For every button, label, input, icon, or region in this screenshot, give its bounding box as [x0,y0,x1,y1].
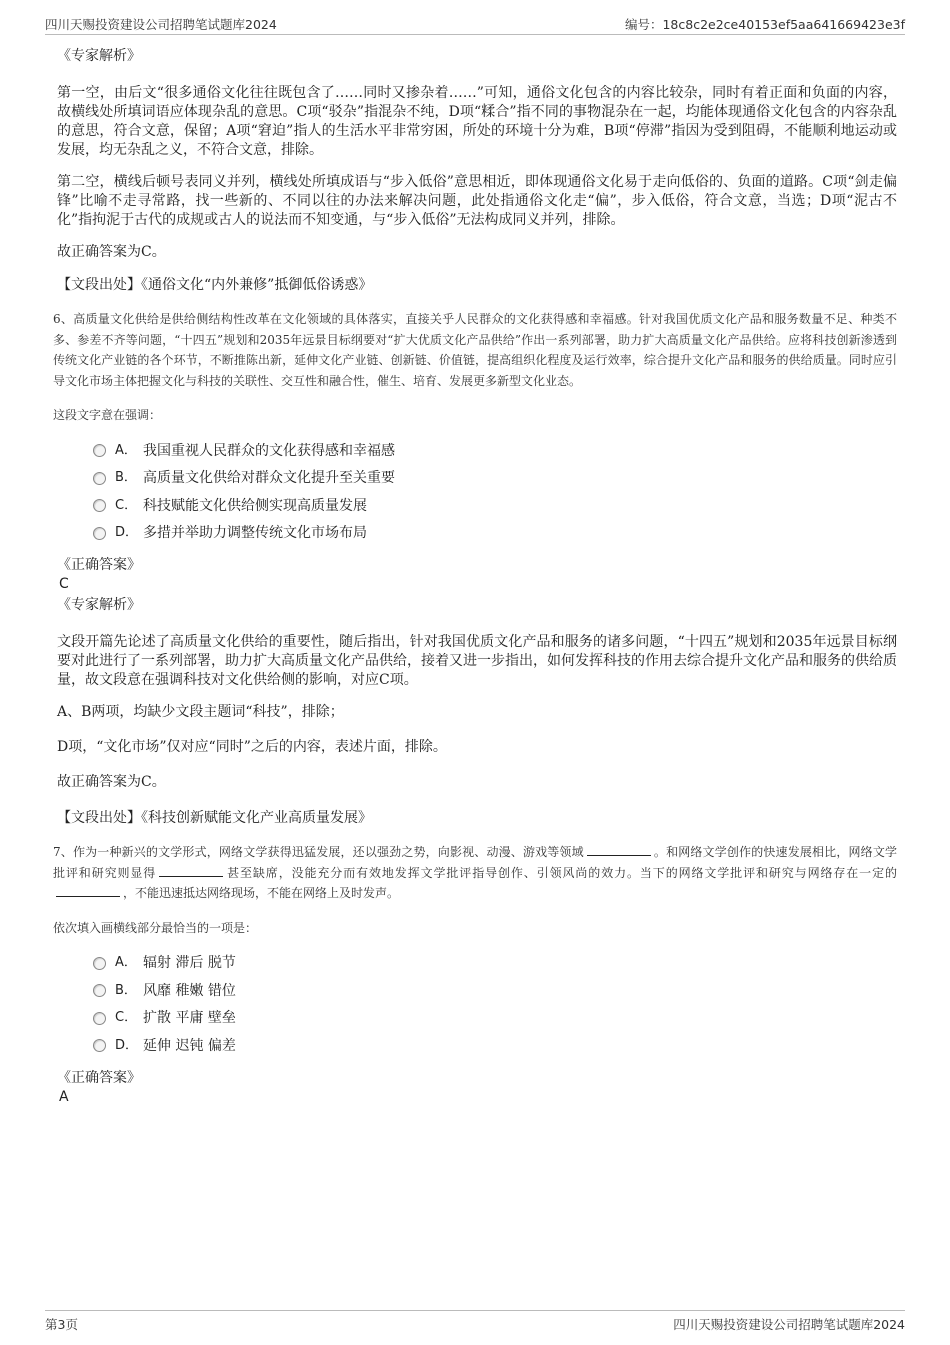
footer-title: 四川天赐投资建设公司招聘笔试题库2024 [673,1317,905,1332]
radio-icon[interactable] [93,1012,106,1025]
q7-option-a[interactable]: A． 辐射 滞后 脱节 [93,950,897,978]
header-title: 四川天赐投资建设公司招聘笔试题库2024 [45,17,277,32]
q7-option-c[interactable]: C． 扩散 平庸 壁垒 [93,1005,897,1033]
q5-analysis-paragraph: 第一空，由后文“很多通俗文化往往既包含了……同时又掺杂着……”可知，通俗文化包含的内容比较杂，同时有着正面和负面的内容，故横线处所填词语应体现杂乱的意思。C项“驳杂”指混杂不纯，D项“糅合”指不同的事物混杂在一起，均能体现通俗文化包含的内容杂乱的意思，符合文意，保留；A项“窘迫”指人的生活水平非常穷困，所处的环境十分为难，B项“停滞”指因为受到阻碍，不能顺利地运动或发展，均无杂乱之义，不符合文意，排除。 [57,85,897,158]
radio-icon[interactable] [93,984,106,997]
page-header [45,12,905,35]
q6-conclusion: 故正确答案为C。 [57,774,166,790]
q7-answer: A [59,1088,69,1105]
q5-conclusion: 故正确答案为C。 [57,244,166,260]
q6-option-d[interactable]: D． 多措并举助力调整传统文化市场布局 [93,520,897,548]
q7-prompt: 依次填入画横线部分最恰当的一项是： [53,920,258,935]
q6-prompt: 这段文字意在强调： [53,408,162,422]
q6-source: 【文段出处】《科技创新赋能文化产业高质量发展》 [57,810,372,826]
q5-source: 【文段出处】《通俗文化“内外兼修”抵御低俗诱惑》 [57,277,373,293]
q6-option-b[interactable]: B． 高质量文化供给对群众文化提升至关重要 [93,465,897,493]
page-footer [45,1310,905,1337]
page-content [53,42,897,1106]
q7-question-text: 7、作为一种新兴的文学形式，网络文学获得迅猛发展，还以强劲之势，向影视、动漫、游戏等领域 。和网络文学创作的快速发展相比，网络文学批评和研究则显得 甚至缺席，没能充分而有效地发挥文学批评指导创作、引领风尚的效力。当下的网络文学批评和研究与网络存在一定的，不能迅速抵达网络现场，不能在网络上及时发声。 [53,845,897,900]
radio-icon[interactable] [93,444,106,457]
q6-analysis-label: 《专家解析》 [57,597,141,613]
answer-blank [587,844,651,856]
q7-option-b[interactable]: B． 风靡 稚嫩 错位 [93,977,897,1005]
document-id: 编号：18c8c2e2ce40153ef5aa641669423e3f [624,17,905,32]
radio-icon[interactable] [93,499,106,512]
q6-analysis-paragraph: 文段开篇先论述了高质量文化供给的重要性，随后指出，针对我国优质文化产品和服务的诸多问题，“十四五”规划和2035年远景目标纲要对此进行了一系列部署，助力扩大高质量文化产品供给，接着又进一步指出，如何发挥科技的作用去综合提升文化产品和服务的供给质量，故文段意在强调科技对文化供给侧的影响，对应C项。 [57,634,897,688]
q6-option-c[interactable]: C． 科技赋能文化供给侧实现高质量发展 [93,492,897,520]
q7-answer-label: 《正确答案》 [57,1069,141,1086]
q7-option-d[interactable]: D． 延伸 迟钝 偏差 [93,1032,897,1060]
radio-icon[interactable] [93,472,106,485]
q6-answer-label: 《正确答案》 [57,557,141,573]
q5-analysis-paragraph: 第二空，横线后顿号表同义并列，横线处所填成语与“步入低俗”意思相近，即体现通俗文化易于走向低俗的、负面的道路。C项“剑走偏锋”比喻不走寻常路，找一些新的、不同以往的办法来解决问题，此处指通俗文化走“偏”，步入低俗，符合文意，当选；D项“泥古不化”指拘泥于古代的成规或古人的说法而不知变通，与“步入低俗”无法构成同义并列，排除。 [57,174,897,228]
answer-blank [159,865,223,877]
q5-analysis-label: 《专家解析》 [57,48,141,64]
q6-option-a[interactable]: A． 我国重视人民群众的文化获得感和幸福感 [93,437,897,465]
q6-question-text: 6、高质量文化供给是供给侧结构性改革在文化领域的具体落实，直接关乎人民群众的文化获得感和幸福感。针对我国优质文化产品和服务数量不足、种类不多、参差不齐等问题，“十四五”规划和2035年远景目标纲要对“扩大优质文化产品供给”作出一系列部署，助力扩大高质量文化产品供给。应将科技创新渗透到传统文化产业链的各个环节，不断推陈出新，延伸文化产业链、创新链、价值链，提高组织化程度及运行效率，综合提升文化产品和服务的供给质量。同时应引导文化市场主体把握文化与科技的关联性、交互性和融合性，催生、培育、发展更多新型文化业态。 [53,312,897,388]
q6-analysis-paragraph: D项，“文化市场”仅对应“同时”之后的内容，表述片面，排除。 [57,739,447,755]
page-number: 第3页 [45,1317,78,1332]
q6-answer: C [59,576,69,592]
q6-options [93,437,897,547]
answer-blank [56,885,120,897]
radio-icon[interactable] [93,1039,106,1052]
radio-icon[interactable] [93,527,106,540]
q7-options [93,950,897,1060]
radio-icon[interactable] [93,957,106,970]
q6-analysis-paragraph: A、B两项，均缺少文段主题词“科技”，排除； [57,704,344,720]
